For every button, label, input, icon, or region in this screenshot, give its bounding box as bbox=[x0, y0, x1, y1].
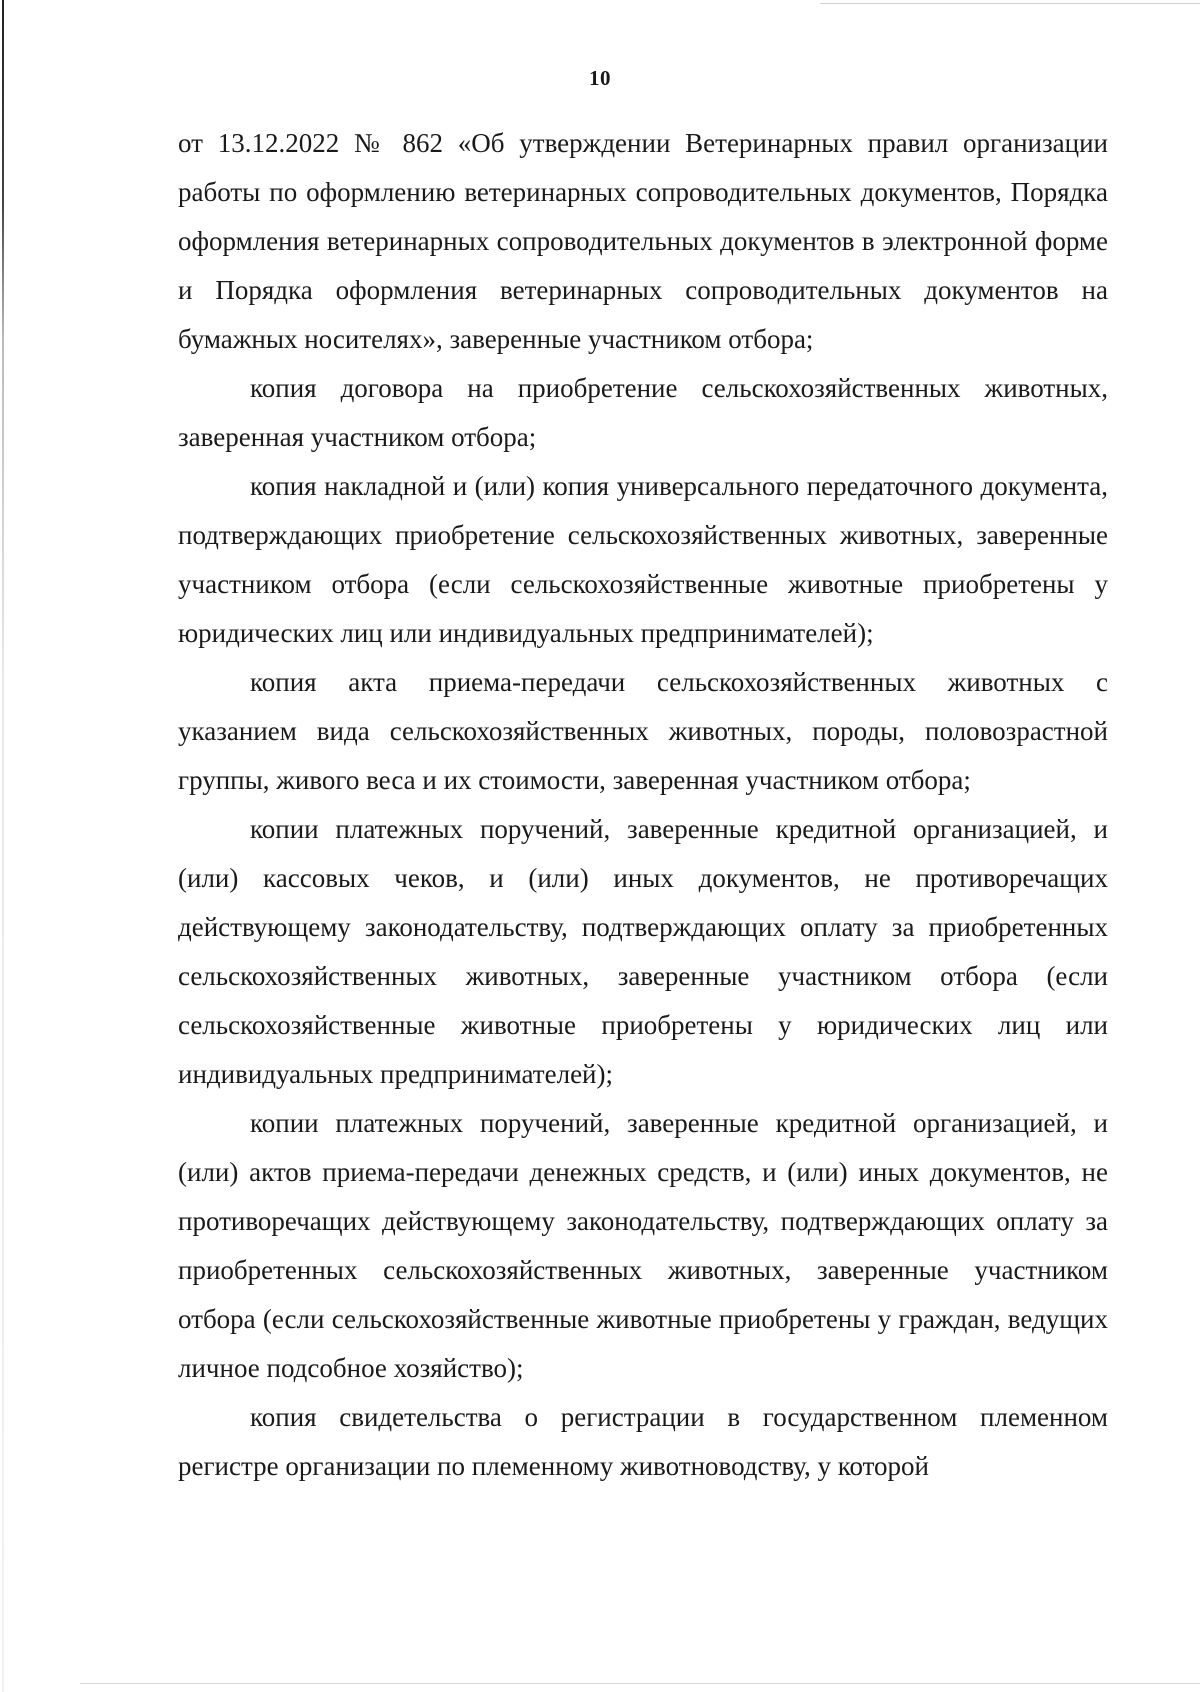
scan-edge-bottom bbox=[80, 1683, 1200, 1684]
paragraph-continuation: от 13.12.2022 № 862 «Об утверждении Ветеринарных правил организации работы по оформлению ветеринарных сопроводительных документов, Порядка оформления ветеринарных сопроводительных документов в электронной форме и Порядка оформления ветеринарных сопроводительных документов на бумажных носителях», заверенные участником отбора; bbox=[178, 128, 1108, 354]
scan-edge-top bbox=[820, 3, 1200, 4]
paragraph-payment-orders-legal: копии платежных поручений, заверенные кредитной организацией, и (или) кассовых чеков, и (или) иных документов, не противоречащих действующему законодательству, подтверждающих оплату за приобретенных сельскохозяйственных животных, заверенные участником отбора (если сельскохозяйственные животные приобретены у юридических лиц или индивидуальных предпринимателей); bbox=[178, 814, 1108, 1089]
scan-edge-left bbox=[2, 0, 4, 1692]
paragraph-payment-orders-citizens: копии платежных поручений, заверенные кредитной организацией, и (или) актов приема-передачи денежных средств, и (или) иных документов, не противоречащих действующему законодательству, подтверждающих оплату за приобретенных сельскохозяйственных животных, заверенные участником отбора (если сельскохозяйственные животные приобретены у граждан, ведущих личное подсобное хозяйство); bbox=[178, 1108, 1108, 1383]
document-body bbox=[178, 119, 1108, 1491]
paragraph-transfer-act-copy: копия акта приема-передачи сельскохозяйственных животных с указанием вида сельскохозяйственных животных, породы, половозрастной группы, живого веса и их стоимости, заверенная участником отбора; bbox=[178, 667, 1108, 795]
paragraph-contract-copy: копия договора на приобретение сельскохозяйственных животных, заверенная участником отбора; bbox=[178, 373, 1108, 452]
paragraph-invoice-copy: копия накладной и (или) копия универсального передаточного документа, подтверждающих приобретение сельскохозяйственных животных, заверенные участником отбора (если сельскохозяйственные животные приобретены у юридических лиц или индивидуальных предпринимателей); bbox=[178, 471, 1108, 648]
page-number: 10 bbox=[589, 66, 611, 90]
paragraph-breeding-register-certificate: копия свидетельства о регистрации в государственном племенном регистре организации по племенному животноводству, у которой bbox=[178, 1402, 1108, 1481]
